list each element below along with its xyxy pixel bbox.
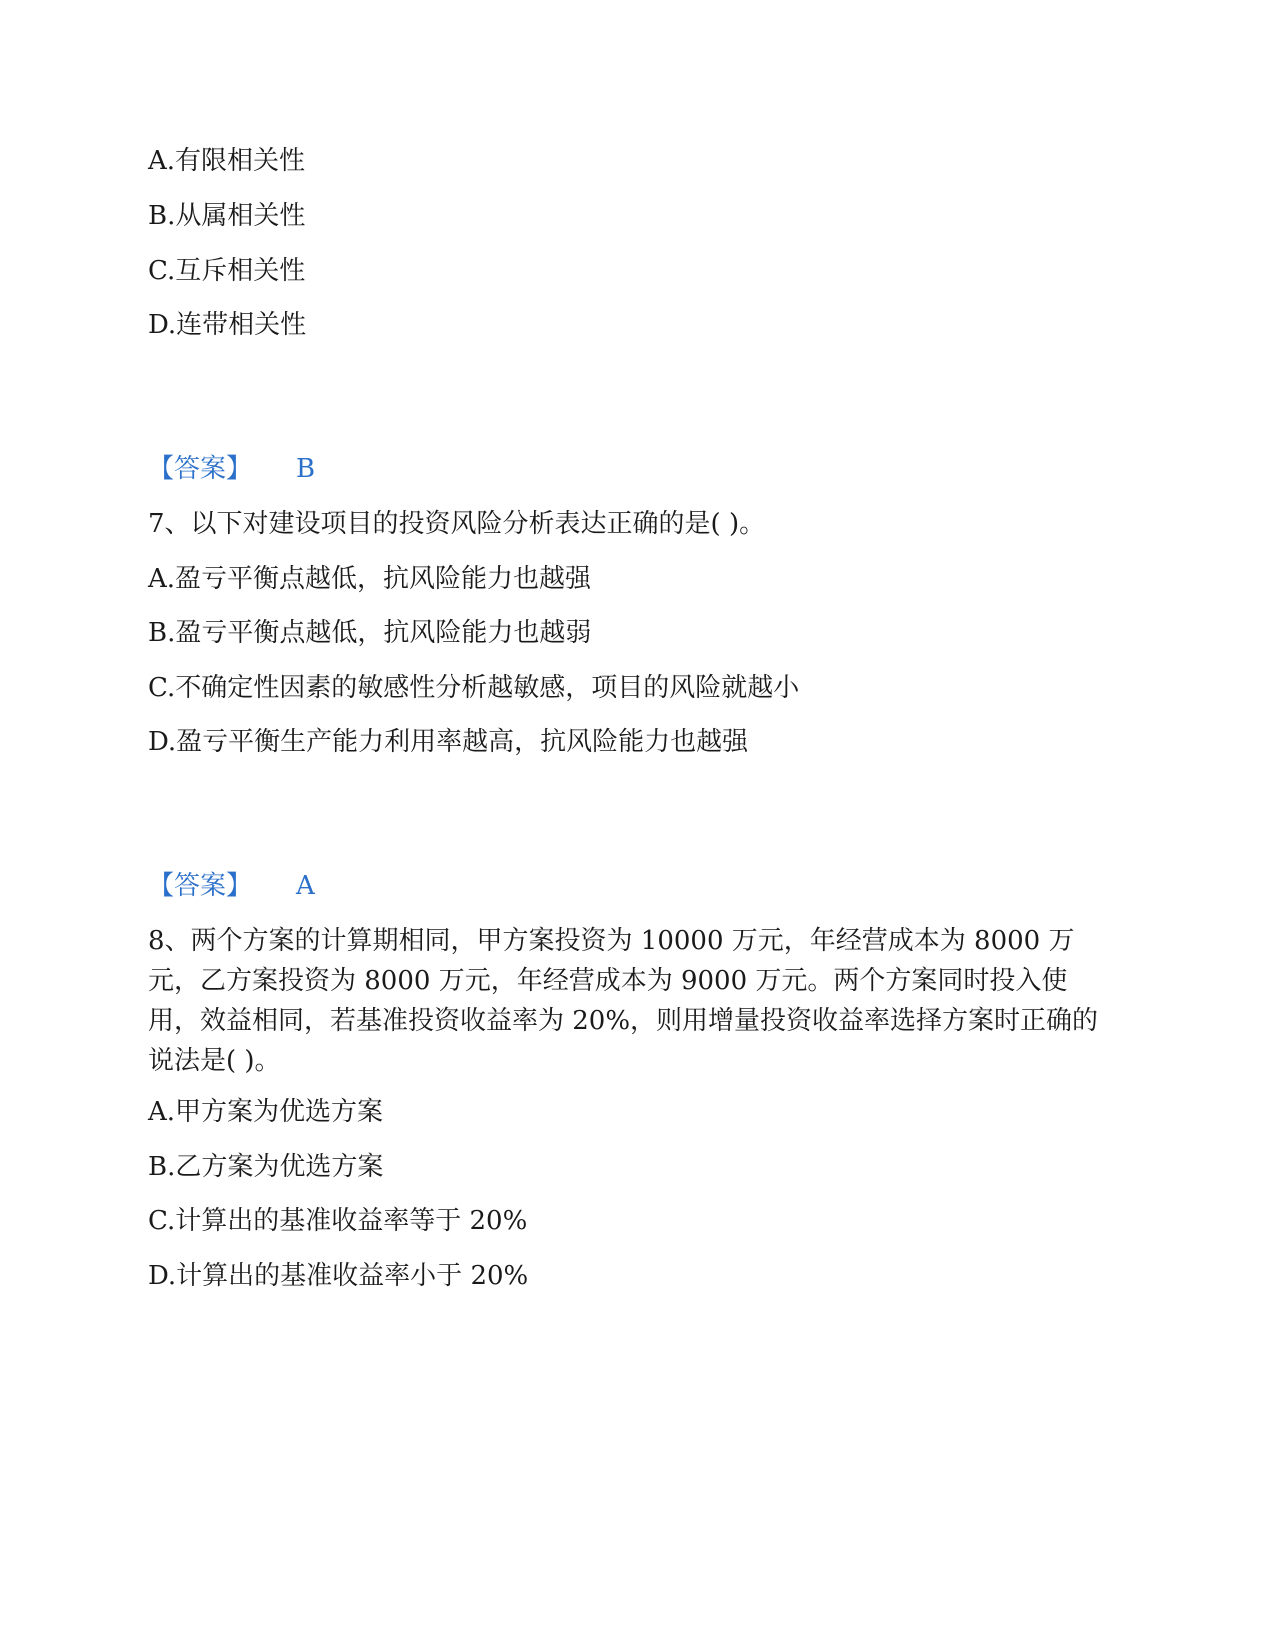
q6-option-d: D.连带相关性 [148, 310, 307, 340]
q7-option-a: A.盈亏平衡点越低，抗风险能力也越强 [148, 564, 592, 594]
q8-option-d: D.计算出的基准收益率小于 20% [148, 1261, 529, 1291]
answer-label: 【答案】 [148, 454, 253, 484]
q8-option-a: A.甲方案为优选方案 [148, 1097, 384, 1127]
answer-label: 【答案】 [148, 871, 253, 901]
q7-option-b: B.盈亏平衡点越低，抗风险能力也越弱 [148, 618, 592, 648]
answer-value: B [296, 454, 316, 484]
q8-option-b: B.乙方案为优选方案 [148, 1152, 384, 1182]
q6-option-c: C.互斥相关性 [148, 256, 306, 286]
answer-value: A [296, 871, 315, 901]
q6-option-b: B.从属相关性 [148, 201, 306, 231]
q7-option-c: C.不确定性因素的敏感性分析越敏感，项目的风险就越小 [148, 673, 800, 703]
q6-option-a: A.有限相关性 [148, 146, 306, 176]
q8-stem: 8、两个方案的计算期相同，甲方案投资为 10000 万元，年经营成本为 8000 万元，乙方案投资为 8000 万元，年经营成本为 9000 万元。两个方案同时投入使用，效益相同，若基准投资收益率为 20%，则用增量投资收益率选择方案时正确的说法是( )。 [148, 926, 1099, 1076]
q8-option-c: C.计算出的基准收益率等于 20% [148, 1206, 528, 1236]
q7-answer [148, 866, 315, 906]
q6-answer [148, 449, 315, 489]
q7-option-d: D.盈亏平衡生产能力利用率越高，抗风险能力也越强 [148, 727, 749, 757]
q7-stem: 7、以下对建设项目的投资风险分析表达正确的是( )。 [148, 509, 766, 539]
